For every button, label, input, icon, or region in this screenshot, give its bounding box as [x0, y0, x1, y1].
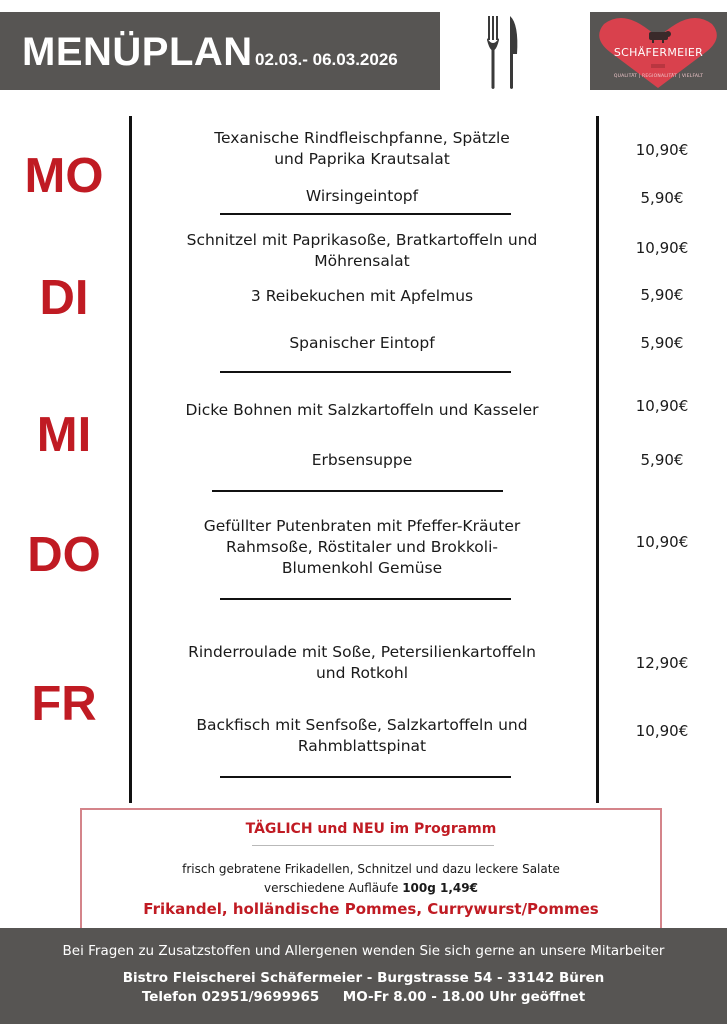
- dish-item: [142, 128, 582, 170]
- day-label-fr: FR: [31, 677, 97, 731]
- dish-price: 10,90€: [635, 533, 689, 551]
- dish-item: [142, 715, 582, 757]
- promo-text: frisch gebratene Frikadellen, Schnitzel und dazu leckere Salate: [182, 862, 560, 876]
- date-range: 02.03.- 06.03.2026: [255, 50, 398, 69]
- contact-hours: Telefon 02951/9699965 MO-Fr 8.00 - 18.00 Uhr geöffnet: [141, 989, 586, 1005]
- dish-text: Erbsensuppe: [311, 451, 413, 469]
- dish-price: 10,90€: [635, 397, 689, 415]
- business-address: Bistro Fleischerei Schäfermeier - Burgstrasse 54 - 33142 Büren: [122, 970, 605, 986]
- column-divider-right: [596, 116, 599, 803]
- dish-item: [142, 642, 582, 684]
- dish-text: Texanische Rindfleischpfanne, Spätzle: [214, 129, 510, 147]
- dish-text: Dicke Bohnen mit Salzkartoffeln und Kasseler: [185, 401, 539, 419]
- dish-price: 5,90€: [640, 451, 684, 469]
- dish-item: [142, 450, 582, 471]
- day-label-do: DO: [27, 528, 101, 582]
- footer: [0, 928, 727, 1024]
- separator-line: [212, 490, 503, 492]
- separator-line: [220, 776, 511, 778]
- logo-tagline: QUALITÄT | REGIONALITÄT | VIELFALT: [613, 74, 704, 79]
- dish-price: 10,90€: [635, 239, 689, 257]
- separator-line: [220, 371, 511, 373]
- promo-highlight: Frikandel, holländische Pommes, Currywurst/Pommes: [143, 900, 599, 918]
- promo-divider: [252, 845, 494, 846]
- dish-price: 5,90€: [640, 189, 684, 207]
- dish-price: 5,90€: [640, 334, 684, 352]
- promo-title: TÄGLICH und NEU im Programm: [245, 821, 497, 837]
- dish-price: 12,90€: [635, 654, 689, 672]
- dish-text: Rinderroulade mit Soße, Petersilienkartoffeln: [188, 643, 536, 661]
- dish-text: Gefüllter Putenbraten mit Pfeffer-Kräuter: [203, 517, 521, 535]
- dish-text: und Paprika Krautsalat: [274, 150, 450, 168]
- dish-price: 10,90€: [635, 141, 689, 159]
- dish-text: Wirsingeintopf: [305, 187, 419, 205]
- logo: [590, 12, 727, 90]
- dish-item: [142, 186, 582, 207]
- dish-price: 10,90€: [635, 722, 689, 740]
- day-label-mi: MI: [36, 408, 92, 462]
- promo-text-prefix: verschiedene Aufläufe: [264, 881, 403, 895]
- dish-text: Spanischer Eintopf: [289, 334, 435, 352]
- dish-item: [142, 286, 582, 307]
- promo-text: [82, 881, 660, 895]
- separator-line: [220, 598, 511, 600]
- day-label-di: DI: [39, 271, 89, 325]
- logo-name: SCHÄFERMEIER: [613, 46, 704, 59]
- dish-text: 3 Reibekuchen mit Apfelmus: [250, 287, 474, 305]
- promo-price: 100g 1,49€: [402, 881, 478, 895]
- dish-text: Möhrensalat: [314, 252, 410, 270]
- cutlery-icon: [486, 14, 520, 90]
- dish-text: Backfisch mit Senfsoße, Salzkartoffeln und: [196, 716, 528, 734]
- dish-item: [142, 400, 582, 421]
- dish-text: Rahmsoße, Röstitaler und Brokkoli-: [226, 538, 498, 556]
- dish-text: Schnitzel mit Paprikasoße, Bratkartoffeln und: [186, 231, 538, 249]
- dish-text: Blumenkohl Gemüse: [281, 559, 443, 577]
- dish-text: und Rotkohl: [315, 664, 409, 682]
- promo-box: [80, 808, 662, 930]
- dish-price: 5,90€: [640, 286, 684, 304]
- day-label-mo: MO: [24, 149, 104, 203]
- separator-line: [220, 213, 511, 215]
- dish-item: [142, 333, 582, 354]
- dish-item: [142, 230, 582, 272]
- dish-item: [142, 516, 582, 579]
- allergen-notice: Bei Fragen zu Zusatzstoffen und Allergenen wenden Sie sich gerne an unsere Mitarbeiter: [62, 943, 665, 959]
- dish-text: Rahmblattspinat: [297, 737, 427, 755]
- column-divider-left: [129, 116, 132, 803]
- page-title: MENÜPLAN: [22, 30, 253, 74]
